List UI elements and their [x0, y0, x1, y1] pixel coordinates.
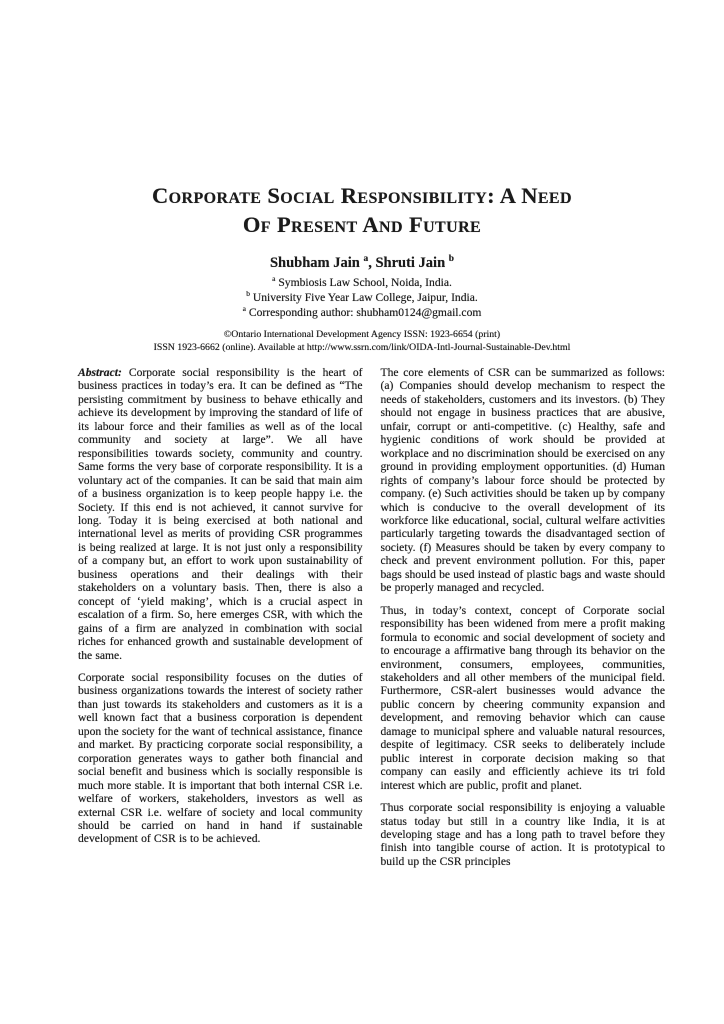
- body-columns: [0, 366, 724, 877]
- authors-line: [0, 254, 724, 272]
- body-paragraph-right-3: Thus corporate social responsibility is enjoying a valuable status today but still in a country like India, it is at developing stage and has a long path to travel before they finish into tangible course of action. It is prototypical to build up the CSR principles: [380, 801, 665, 868]
- affiliation-1-text: Symbiosis Law School, Noida, India.: [275, 276, 452, 289]
- abstract-text: Corporate social responsibility is the heart of business practices in today’s era. It can be defined as “The persisting commitment by business to behave ethically and achieve its development by improving the standard of life of its labour force and their families as well as of the local community and society at large”. We all have responsibilities towards society, community and country. Same forms the very base of corporate responsibility. It is a voluntary act of the companies. It can be said that main aim of a business organization is to keep people happy i.e. the Society. If this end is not achieved, it cannot survive for long. Today it is being exercised at both national and international level as merits of providing CSR programmes is being realized at large. It is not just only a responsibility of a company but, an effort to work upon sustainability of business operations and their dealings with their stakeholders on a voluntary basis. Then, there is also a concept of ‘yield making’, which is a crucial aspect in escalation of a firm. So, here emerges CSR, with which the gains of a firm are analyzed in combination with social riches for enhanced growth and sustainable development of the same.: [78, 366, 363, 662]
- affiliation-1-superscript: a: [272, 274, 276, 284]
- body-paragraph-left-2: Corporate social responsibility focuses on the duties of business organizations towards the interest of society rather than just towards its stakeholders and customers as it is a well known fact that a business corporation is dependent upon the society for the want of technical assistance, finance and market. By practicing corporate social responsibility, a corporation generates ways to gather both financial and social benefit and business which is socially responsible is much more stable. It is important that both internal CSR i.e. welfare of workers, stakeholders, investors as well as external CSR i.e. welfare of society and local community should be carried on hand in hand if sustainable development of CSR is to be achieved.: [78, 670, 363, 846]
- affiliation-2-superscript: b: [246, 289, 250, 299]
- body-paragraph-right-1: The core elements of CSR can be summarized as follows: (a) Companies should develop mechanism to respect the needs of stakeholders, customers and its investors. (b) They should not engage in business practices that are abusive, unfair, corrupt or anti-competitive. (c) Healthy, safe and hygienic conditions of work should be provided at workplace and no discrimination should be exercised on any ground in providing employment opportunities. (d) Human rights of company’s labour force should be protected by company. (e) Such activities should be taken up by company which is conducive to the overall development of its workforce like educational, social, cultural welfare activities particularly targeting towards the disadvantaged section of society. (f) Measures should be taken by every company to check and prevent environment pollution. For this, paper bags should be used instead of plastic bags and waste should be properly managed and recycled.: [380, 366, 665, 595]
- corresponding-author-text: Corresponding author: shubham0124@gmail.com: [245, 306, 482, 319]
- imprint-line-1: ©Ontario International Development Agency ISSN: 1923-6654 (print): [223, 329, 501, 340]
- journal-imprint: [0, 329, 724, 354]
- paper-title: [0, 181, 724, 239]
- affiliation-2-text: University Five Year Law College, Jaipur, India.: [249, 291, 478, 304]
- imprint-line-2: ISSN 1923-6662 (online). Available at http://www.ssrn.com/link/OIDA-Intl-Journal-Sustainable-Dev.html: [153, 341, 571, 353]
- corresponding-author-line: [0, 305, 724, 320]
- author-2-superscript: b: [448, 254, 455, 265]
- abstract-paragraph: [78, 366, 363, 662]
- affiliation-line-2: [0, 290, 724, 305]
- author-1-superscript: a: [363, 254, 369, 265]
- author-1-name: Shubham Jain: [269, 255, 364, 271]
- abstract-label: Abstract:: [78, 366, 122, 379]
- affiliations-block: [0, 275, 724, 320]
- column-right: [381, 366, 666, 877]
- author-2-name: Shruti Jain: [375, 255, 449, 271]
- paper-title-line-2: Of Present And Future: [242, 212, 482, 237]
- authors-separator: ,: [368, 255, 376, 271]
- affiliation-line-1: [0, 275, 724, 290]
- paper-title-line-1: Corporate Social Responsibility: A Need: [152, 183, 572, 208]
- corresponding-author-superscript: a: [242, 304, 246, 314]
- paper-header: [0, 0, 724, 354]
- column-left: [78, 366, 363, 877]
- body-paragraph-right-2: Thus, in today’s context, concept of Corporate social responsibility has been widened from mere a profit making formula to economic and social development of society and to encourage a affirmative bang through its behavior on the environment, consumers, employees, communities, stakeholders and all other members of the municipal field. Furthermore, CSR-alert businesses would advance the public concern by cheering community expansion and development, and removing behavior which can cause damage to municipal sphere and valuable natural resources, despite of legitimacy. CSR seeks to deliberately include public interest in corporate decision making so that company can easily and efficiently achieve its tri fold interest which are public, profit and planet.: [380, 603, 665, 792]
